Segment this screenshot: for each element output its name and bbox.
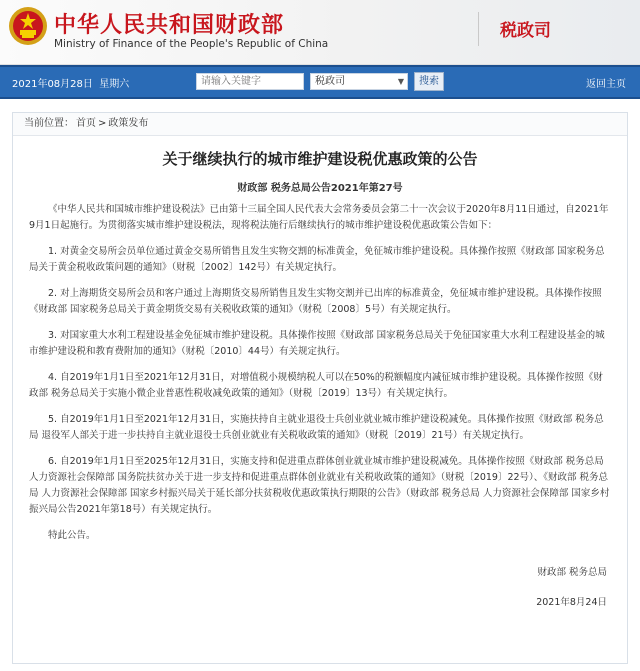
paragraph: 2. 对上海期货交易所会员和客户通过上海期货交易所销售且发生实物交割并已出库的标准黄金，免征城市维护建设税。具体操作按照《财政部 国家税务总局关于黄金期货交易有关税收政策的通知》（财税〔2008〕5号）有关规定执行。 <box>29 288 602 315</box>
paragraph: 3. 对国家重大水利工程建设基金免征城市维护建设税。具体操作按照《财政部 国家税务总局关于免征国家重大水利工程建设基金的城市维护建设税和教育费附加的通知》（财税〔2010〕44号）有关规定执行。 <box>29 330 605 357</box>
breadcrumb-home[interactable]: 首页 <box>76 118 96 129</box>
article-title: 关于继续执行的城市维护建设税优惠政策的公告 <box>162 150 478 168</box>
chevron-down-icon: ▼ <box>397 77 404 86</box>
date-text: 2021年08月28日 <box>12 79 93 90</box>
search-scope-value: 税政司 <box>315 76 345 87</box>
breadcrumb-section[interactable]: 政策发布 <box>108 118 149 129</box>
paragraph: 6. 自2019年1月1日至2025年12月31日，实施支持和促进重点群体创业就业城市维护建设税减免。具体操作按照《财政部 税务总局 人力资源社会保障部 国务院扶贫办关于进一步支持和促进重点群体创业就业有关税收政策的通知》（财税〔2019〕22号）、《财政部 税务总局 人力资源社会保障部 国家乡村振兴局关于延长部分扶贫税收优惠政策执行期限的公告》（财政部 税务总局 人力资源社会保障部 国家乡村振兴局公告2021年第18号）有关规定执行。 <box>29 456 610 515</box>
header-divider <box>478 12 479 46</box>
paragraph: 5. 自2019年1月1日至2021年12月31日，实施扶持自主就业退役士兵创业就业城市维护建设税减免。具体操作按照《财政部 税务总局 退役军人部关于进一步扶持自主就业退役士兵创业就业有关税收政策的通知》（财税〔2019〕21号）有关规定执行。 <box>29 414 604 441</box>
site-header <box>0 0 640 65</box>
weekday-text: 星期六 <box>99 79 130 90</box>
publish-date: 2021年8月24日 <box>536 597 607 608</box>
home-link[interactable]: 返回主页 <box>586 79 626 90</box>
breadcrumb-label: 当前位置： <box>24 118 74 129</box>
breadcrumb <box>13 113 627 136</box>
signature: 财政部 税务总局 <box>537 567 607 578</box>
department-name[interactable]: 税政司 <box>500 21 551 41</box>
search-input[interactable] <box>196 73 304 90</box>
article-panel <box>12 112 628 664</box>
paragraph: 《中华人民共和国城市维护建设税法》已由第十三届全国人民代表大会常务委员会第二十一次会议于2020年8月11日通过，自2021年9月1日起施行。为贯彻落实城市维护建设税法，现将税法施行后继续执行的城市维护建设税优惠政策公告如下： <box>29 204 609 231</box>
paragraph: 4. 自2019年1月1日至2021年12月31日，对增值税小规模纳税人可以在50%的税额幅度内减征城市维护建设税。具体操作按照《财政部 税务总局关于实施小微企业普惠性税收减免政策的通知》（财税〔2019〕13号）有关规定执行。 <box>29 372 603 399</box>
current-date <box>12 75 129 90</box>
paragraph: 1. 对黄金交易所会员单位通过黄金交易所销售且发生实物交割的标准黄金，免征城市维护建设税。具体操作按照《财政部 国家税务总局关于黄金税收政策问题的通知》（财税〔2002〕142号）有关规定执行。 <box>29 246 605 273</box>
search-button[interactable]: 搜索 <box>414 72 444 91</box>
document-number: 财政部 税务总局公告2021年第27号 <box>237 183 403 194</box>
national-emblem-icon <box>8 6 48 46</box>
paragraph: 特此公告。 <box>48 530 96 541</box>
nav-bar <box>0 65 640 99</box>
site-subtitle: Ministry of Finance of the People's Republic of China <box>54 38 329 50</box>
article-body <box>13 194 627 544</box>
site-title: 中华人民共和国财政部 <box>54 13 285 38</box>
breadcrumb-separator: > <box>98 118 107 129</box>
search-scope-select[interactable] <box>310 73 408 90</box>
